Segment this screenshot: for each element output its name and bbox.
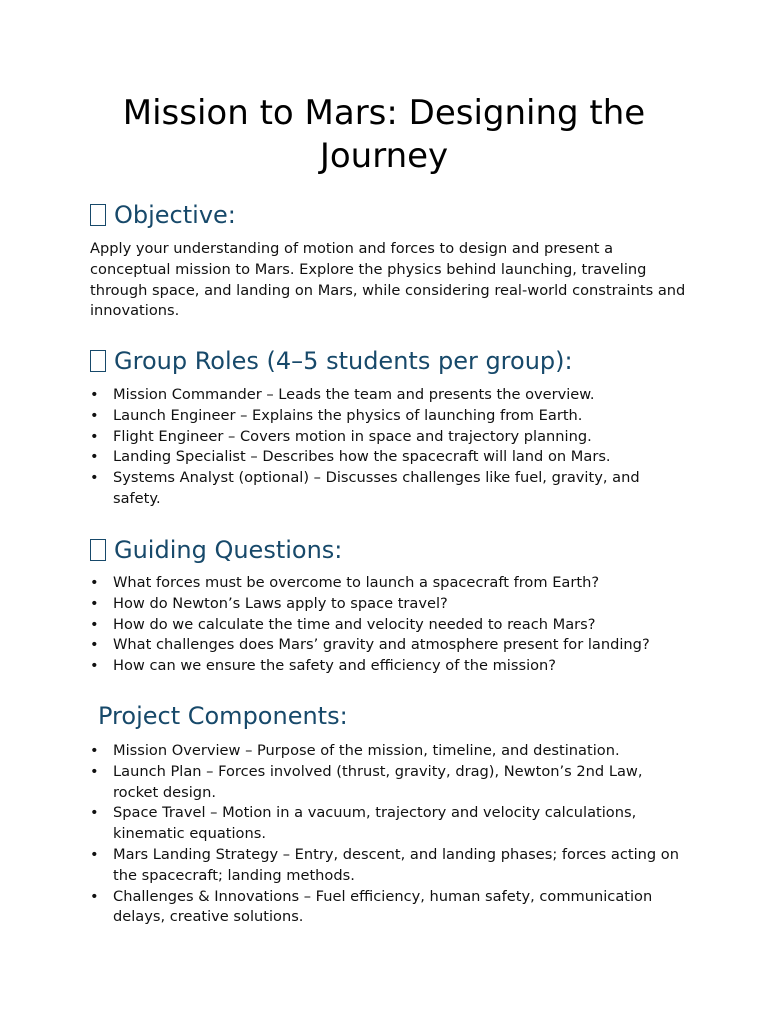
guiding-questions-heading-text: Guiding Questions: — [114, 536, 343, 564]
list-item: • How do we calculate the time and velocity needed to reach Mars? — [90, 615, 690, 636]
missing-glyph-icon — [90, 350, 106, 372]
list-item: • Launch Plan – Forces involved (thrust, gravity, drag), Newton’s 2nd Law, rocket design. — [90, 762, 690, 804]
group-roles-list — [90, 385, 690, 510]
missing-glyph-icon — [90, 539, 106, 561]
guiding-questions-heading — [90, 535, 342, 565]
objective-text: Apply your understanding of motion and forces to design and present a conceptual mission to Mars. Explore the physics behind launching, traveling through space, and landing on Mars, while considering real-world constraints and innovations. — [90, 240, 686, 320]
missing-glyph-icon — [90, 204, 106, 226]
objective-heading-text: Objective: — [114, 201, 236, 229]
list-item: • Space Travel – Motion in a vacuum, trajectory and velocity calculations, kinematic equations. — [90, 803, 690, 845]
list-item: • Launch Engineer – Explains the physics of launching from Earth. — [90, 406, 690, 427]
document-title: Mission to Mars: Designing the Journey — [122, 93, 646, 176]
project-components-heading: Project Components: — [98, 702, 348, 730]
list-item: • Mars Landing Strategy – Entry, descent, and landing phases; forces acting on the spacecraft; landing methods. — [90, 845, 690, 887]
list-item: • Landing Specialist – Describes how the spacecraft will land on Mars. — [90, 447, 690, 468]
group-roles-heading — [90, 346, 573, 376]
guiding-questions-list — [90, 573, 690, 677]
list-item: • Mission Commander – Leads the team and presents the overview. — [90, 385, 690, 406]
list-item: • What forces must be overcome to launch a spacecraft from Earth? — [90, 573, 690, 594]
list-item: • Flight Engineer – Covers motion in space and trajectory planning. — [90, 427, 690, 448]
list-item: • Systems Analyst (optional) – Discusses challenges like fuel, gravity, and safety. — [90, 468, 690, 510]
list-item: • Challenges & Innovations – Fuel efficiency, human safety, communication delays, creative solutions. — [90, 887, 690, 929]
group-roles-heading-text: Group Roles (4–5 students per group): — [114, 347, 573, 375]
list-item: • Mission Overview – Purpose of the mission, timeline, and destination. — [90, 741, 690, 762]
objective-heading — [90, 200, 236, 230]
project-components-list — [90, 741, 690, 928]
list-item: • What challenges does Mars’ gravity and atmosphere present for landing? — [90, 635, 690, 656]
list-item: • How can we ensure the safety and efficiency of the mission? — [90, 656, 690, 677]
list-item: • How do Newton’s Laws apply to space travel? — [90, 594, 690, 615]
